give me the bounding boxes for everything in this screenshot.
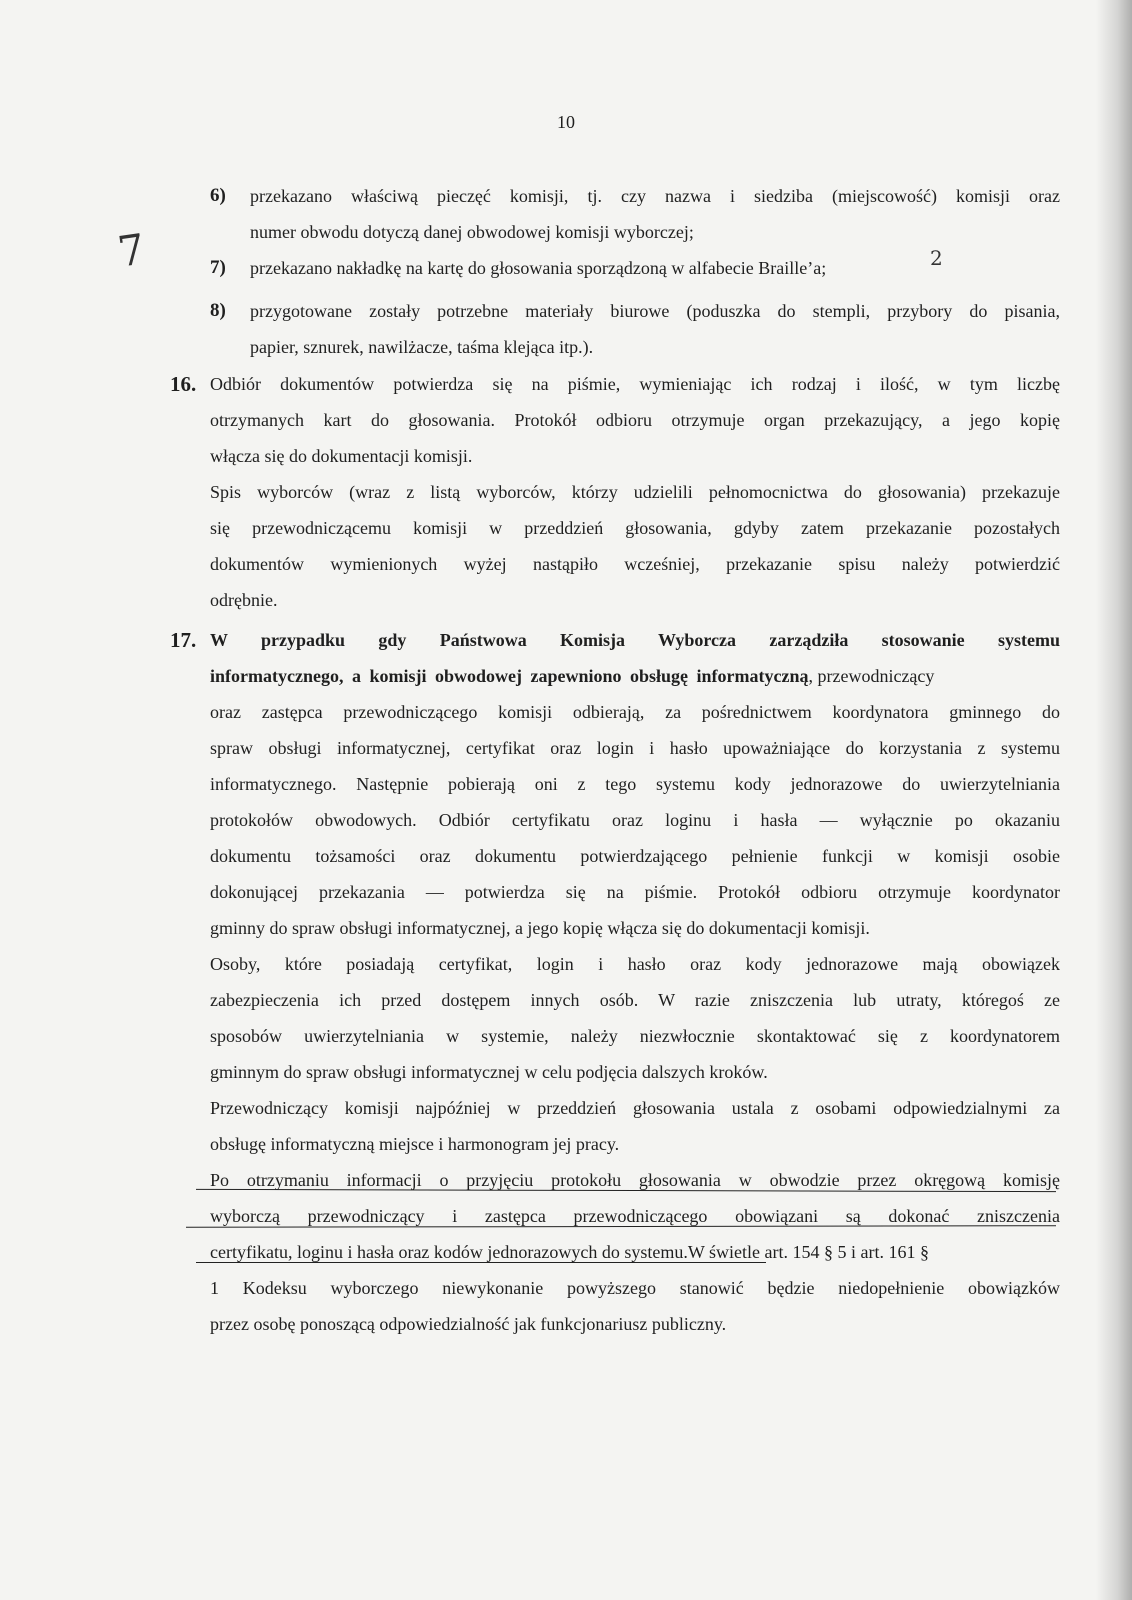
section-17-paragraph-3 [210, 1090, 1060, 1162]
paragraph-line: dokonującej przekazania — potwierdza się na piśmie. Protokół odbioru otrzymuje koordynator [210, 882, 1060, 902]
pen-underline [196, 1262, 766, 1263]
paragraph-line: gminnym do spraw obsługi informatycznej w celu podjęcia dalszych kroków. [210, 1062, 768, 1082]
paragraph-line: Spis wyborców (wraz z listą wyborców, którzy udzielili pełnomocnictwa do głosowania) przekazuje [210, 482, 1060, 502]
paragraph-line: Przewodniczący komisji najpóźniej w przeddzień głosowania ustala z osobami odpowiedzialnymi za [210, 1098, 1060, 1118]
section-number-16: 16. [170, 372, 197, 396]
section-16-paragraph-1 [210, 366, 1060, 474]
list-item-line: papier, sznurek, nawilżacze, taśma klejąca itp.). [250, 337, 594, 357]
paragraph-line: przez osobę ponoszącą odpowiedzialność jak funkcjonariusz publiczny. [210, 1314, 727, 1334]
section-16-paragraph-2 [210, 474, 1060, 618]
paragraph-line: protokołów obwodowych. Odbiór certyfikatu oraz loginu i hasła — wyłącznie po okazaniu [210, 810, 1060, 830]
list-item-line: przygotowane zostały potrzebne materiały biurowe (poduszka do stempli, przybory do pisania, [250, 301, 1060, 321]
paragraph-line: oraz zastępca przewodniczącego komisji odbierają, za pośrednictwem koordynatora gminnego do [210, 702, 1060, 722]
section-17-paragraph-1 [210, 622, 1060, 946]
paragraph-line: odrębnie. [210, 590, 278, 610]
paragraph-line: zabezpieczenia ich przed dostępem innych osób. W razie zniszczenia lub utraty, któregoś ze [210, 990, 1060, 1010]
margin-note-left: 7 [114, 224, 149, 277]
paragraph-line: Odbiór dokumentów potwierdza się na piśmie, wymieniając ich rodzaj i ilość, w tym liczbę [210, 374, 1060, 394]
paragraph-line: dokumentu tożsamości oraz dokumentu potwierdzającego pełnienie funkcji w komisji osobie [210, 846, 1060, 866]
list-item-number: 8) [210, 300, 226, 321]
bold-phrase: informatycznego, a komisji obwodowej zapewniono obsługę informatyczną [210, 666, 809, 686]
paragraph-line: sposobów uwierzytelniania w systemie, należy niezwłocznie skontaktować się z koordynatorem [210, 1026, 1060, 1046]
list-item-line: przekazano nakładkę na kartę do głosowania sporządzoną w alfabecie Braille’a; [250, 258, 827, 278]
bold-line: W przypadku gdy Państwowa Komisja Wyborcza zarządziła stosowanie systemu [210, 630, 1060, 650]
paragraph-line [210, 1234, 1060, 1270]
list-item-line: przekazano właściwą pieczęć komisji, tj. czy nazwa i siedziba (miejscowość) komisji oraz [250, 186, 1060, 206]
list-item-line: numer obwodu dotyczą danej obwodowej komisji wyborczej; [250, 222, 694, 242]
paragraph-line: się przewodniczącemu komisji w przeddzień głosowania, gdyby zatem przekazanie pozostałych [210, 518, 1060, 538]
margin-note-right: 2 [930, 246, 943, 270]
underlined-line: wyborczą przewodniczący i zastępca przewodniczącego obowiązani są dokonać zniszczenia [210, 1206, 1060, 1226]
paragraph-line: 1 Kodeksu wyborczego niewykonanie powyższego stanowić będzie niedopełnienie obowiązków [210, 1278, 1060, 1298]
paragraph-line [210, 658, 1060, 694]
paragraph-line-rest: , przewodniczący [808, 666, 935, 686]
list-item-number: 7) [210, 257, 226, 278]
paragraph-line: otrzymanych kart do głosowania. Protokół odbioru otrzymuje organ przekazujący, a jego kopię [210, 410, 1060, 430]
underlined-phrase: certyfikatu, loginu i hasła oraz kodów jednorazowych do systemu. [210, 1242, 688, 1262]
paragraph-line: gminny do spraw obsługi informatycznej, a jego kopię włącza się do dokumentacji komisji. [210, 918, 870, 938]
paragraph-line-rest: W świetle art. 154 § 5 i art. 161 § [687, 1242, 929, 1262]
section-number-17: 17. [170, 628, 197, 652]
paragraph-line: spraw obsługi informatycznej, certyfikat oraz login i hasło upoważniające do korzystania z systemu [210, 738, 1060, 758]
scan-page-edge [1096, 0, 1132, 1600]
list-item-number: 6) [210, 185, 226, 206]
paragraph-line: Osoby, które posiadają certyfikat, login i hasło oraz kody jednorazowe mają obowiązek [210, 954, 1060, 974]
underlined-line: Po otrzymaniu informacji o przyjęciu protokołu głosowania w obwodzie przez okręgową komisję [210, 1170, 1060, 1190]
list-item-8 [210, 293, 1060, 365]
paragraph-line: dokumentów wymienionych wyżej nastąpiło wcześniej, przekazanie spisu należy potwierdzić [210, 554, 1060, 574]
paragraph-line: informatycznego. Następnie pobierają oni z tego systemu kody jednorazowe do uwierzytelniania [210, 774, 1060, 794]
list-item-6 [210, 178, 1060, 250]
paragraph-line: włącza się do dokumentacji komisji. [210, 446, 473, 466]
list-item-7 [210, 250, 1060, 286]
page-number: 10 [557, 112, 575, 132]
paragraph-line: obsługę informatyczną miejsce i harmonogram jej pracy. [210, 1134, 620, 1154]
section-17-paragraph-2 [210, 946, 1060, 1090]
